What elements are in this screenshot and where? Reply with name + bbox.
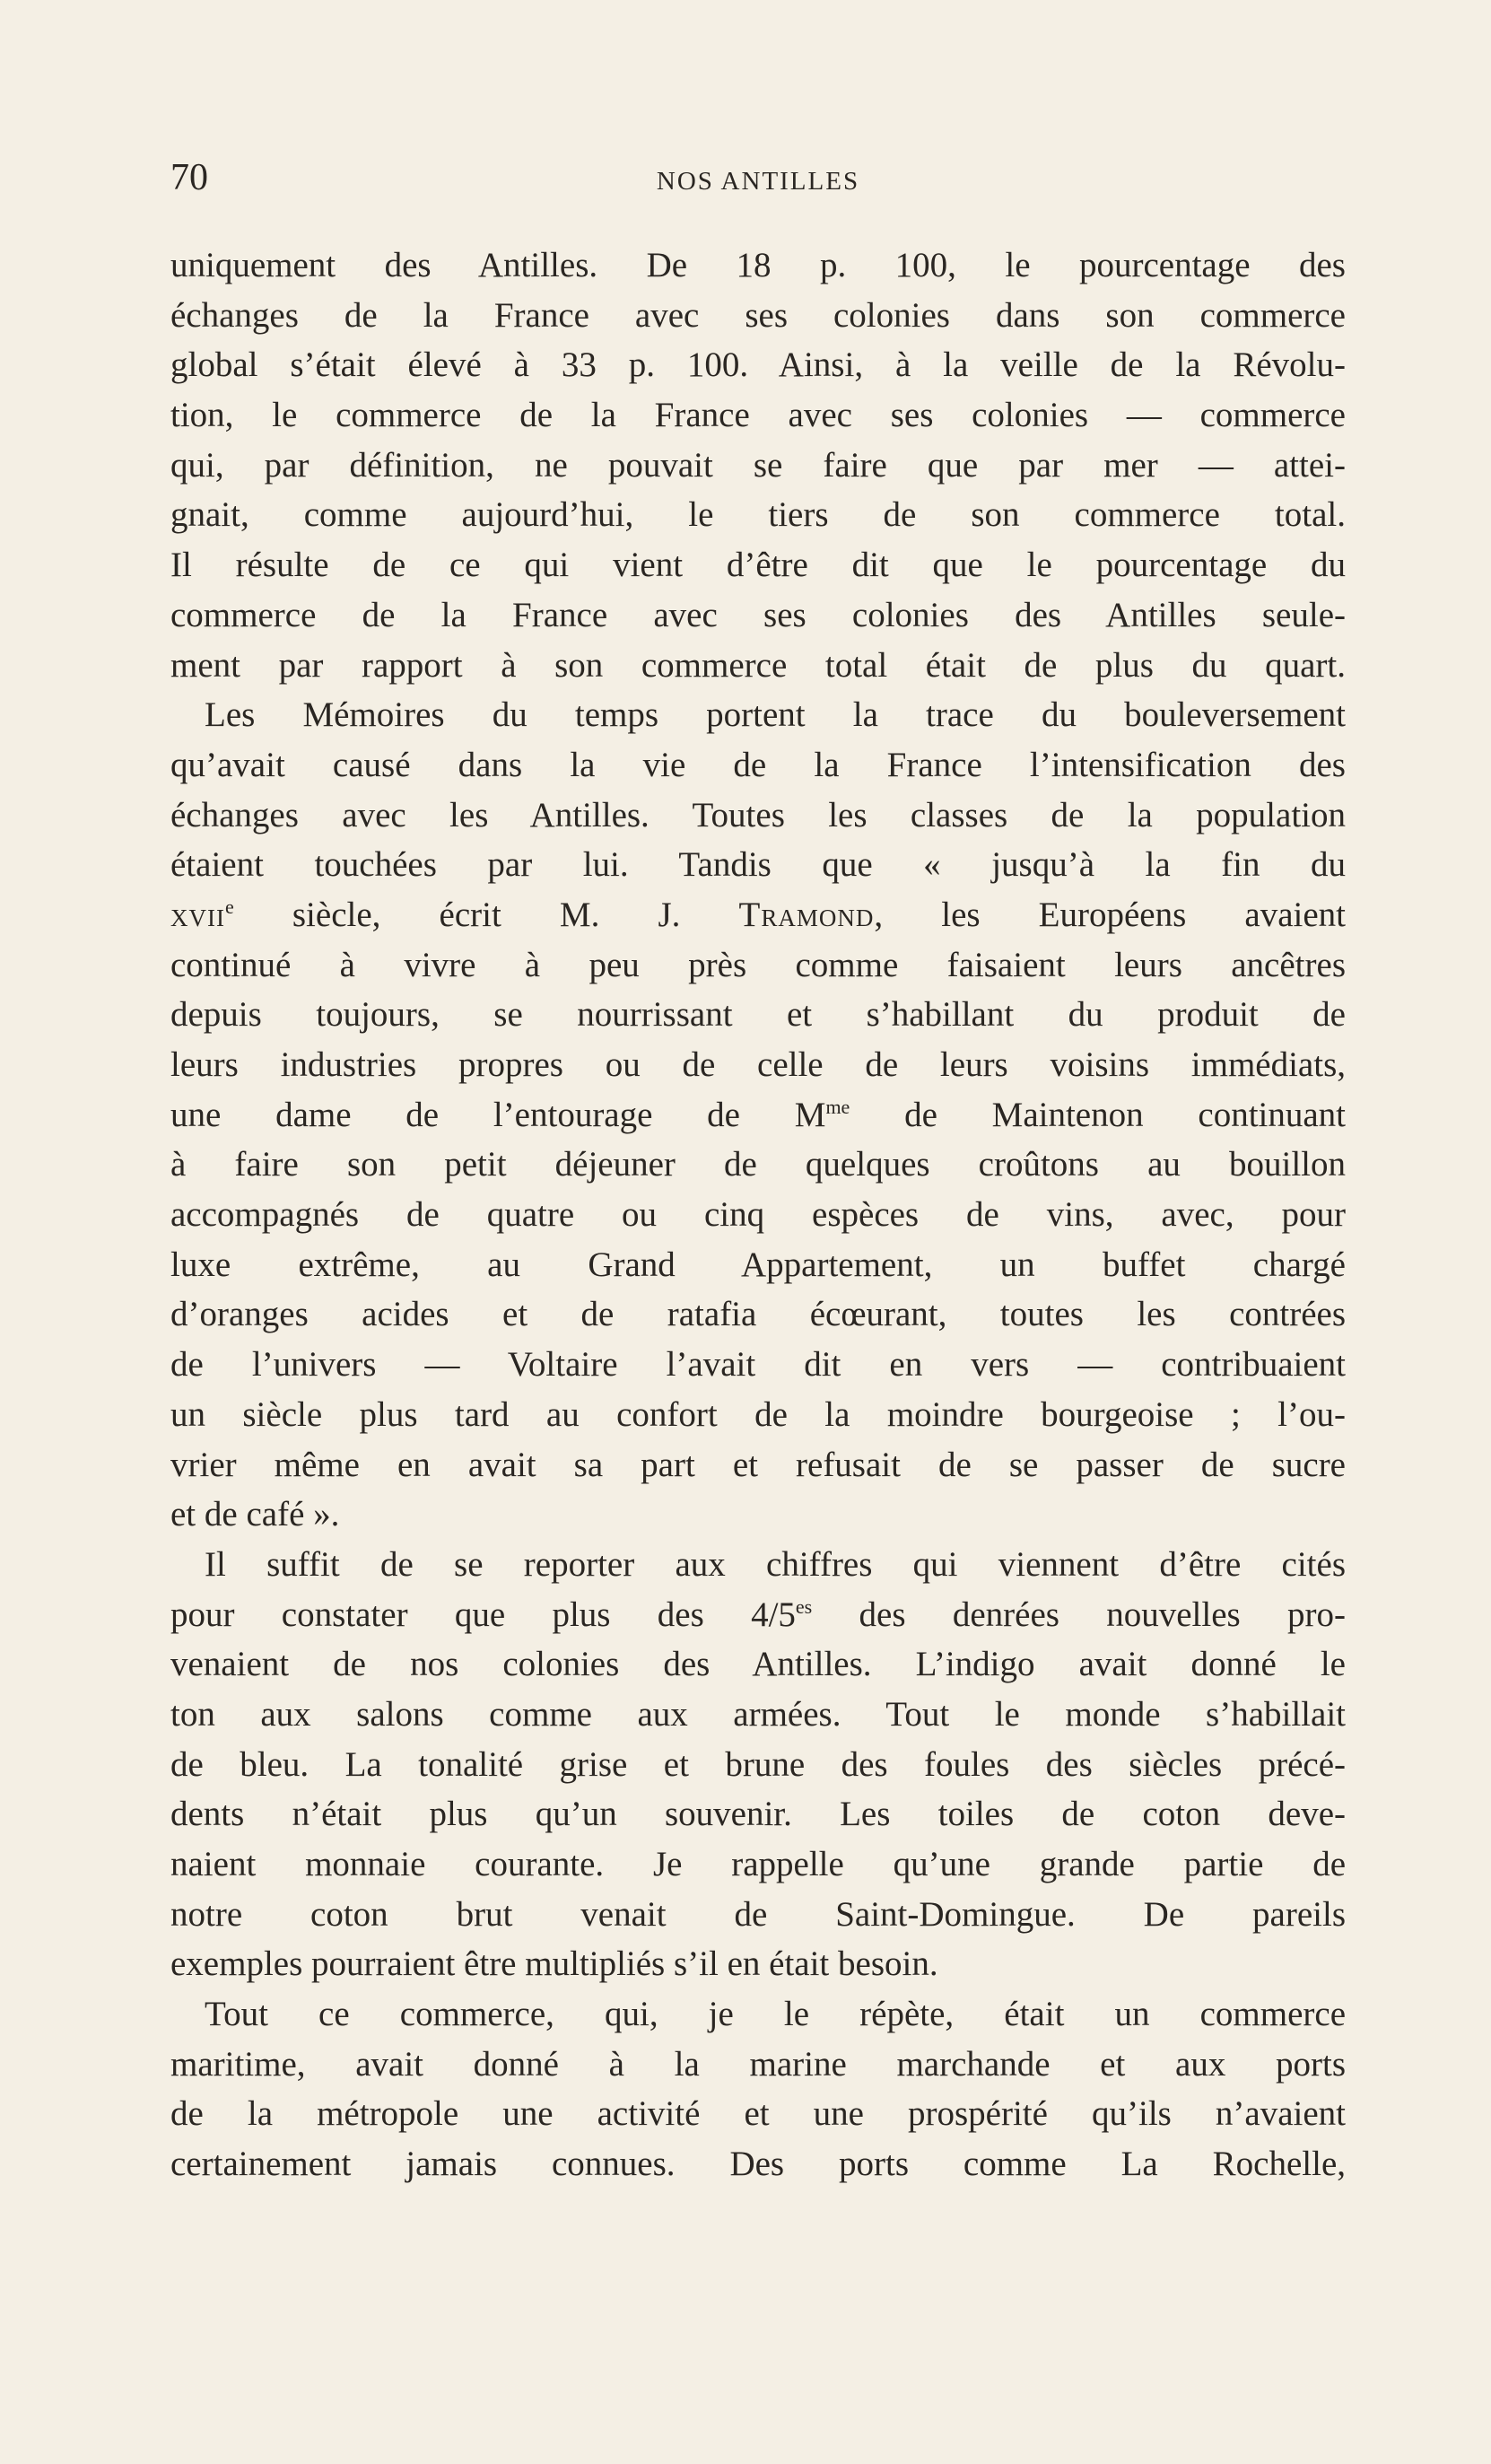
text-line: luxe extrême, au Grand Appartement, un buffet chargé (170, 1245, 1346, 1284)
text-line: de l’univers — Voltaire l’avait dit en vers — contribuaient (170, 1345, 1346, 1385)
author-name: Tramond (738, 895, 875, 934)
text-line: de la métropole une activité et une prospérité qu’ils n’avaient (170, 2094, 1346, 2134)
text-line: et de café ». (170, 1495, 340, 1534)
text-line: commerce de la France avec ses colonies des Antilles seule- (170, 595, 1346, 634)
text-line: tion, le commerce de la France avec ses colonies — commerce (170, 396, 1346, 435)
century-numeral: xvii (170, 895, 225, 934)
superscript: e (224, 895, 234, 918)
text-line: depuis toujours, se nourrissant et s’habillant du produit de (170, 995, 1346, 1035)
text-line: qu’avait causé dans la vie de la France l’intensification des (170, 745, 1346, 784)
page-header (170, 151, 1346, 205)
text-line: de bleu. La tonalité grise et brune des foules des siècles précé- (170, 1744, 1346, 1784)
text-line: naient monnaie courante. Je rappelle qu’une grande partie de (170, 1845, 1346, 1883)
text-line: Les Mémoires du temps portent la trace du bouleversement (205, 695, 1346, 735)
text-line: Il suffit de se reporter aux chiffres qui viennent d’être cités (205, 1544, 1346, 1584)
text-fragment: pour constater que plus des 4/5 (170, 1595, 796, 1634)
text-line: échanges avec les Antilles. Toutes les classes de la population (170, 795, 1346, 834)
text-fragment: de Maintenon continuant (850, 1095, 1347, 1134)
text-line: échanges de la France avec ses colonies dans son commerce (170, 295, 1346, 335)
text-line: gnait, comme aujourd’hui, le tiers de son commerce total. (170, 495, 1346, 535)
text-line: maritime, avait donné à la marine marchande et aux ports (170, 2044, 1346, 2084)
text-line: vrier même en avait sa part et refusait de se passer de sucre (170, 1445, 1346, 1484)
superscript: es (795, 1595, 813, 1618)
text-line: ment par rapport à son commerce total était de plus du quart. (170, 645, 1346, 685)
text-line: notre coton brut venait de Saint-Domingue. De pareils (170, 1894, 1346, 1934)
text-line (170, 1590, 1346, 1640)
text-line: étaient touchées par lui. Tandis que « jusqu’à la fin du (170, 845, 1346, 885)
text-line: Tout ce commerce, qui, je le répète, était un commerce (205, 1995, 1346, 2034)
text-line: leurs industries propres ou de celle de leurs voisins immédiats, (170, 1045, 1346, 1084)
text-line: à faire son petit déjeuner de quelques croûtons au bouillon (170, 1145, 1346, 1184)
text-fragment: siècle, écrit M. J. (233, 895, 739, 934)
text-line: certainement jamais connues. Des ports comme La Rochelle, (170, 2145, 1346, 2184)
text-line: ton aux salons comme aux armées. Tout le monde s’habillait (170, 1694, 1346, 1734)
text-line: Il résulte de ce qui vient d’être dit que le pourcentage du (170, 546, 1346, 585)
text-line: qui, par définition, ne pouvait se faire que par mer — attei- (170, 445, 1346, 485)
running-title: NOS ANTILLES (656, 167, 860, 196)
text-line: un siècle plus tard au confort de la moindre bourgeoise ; l’ou- (170, 1394, 1346, 1434)
text-fragment: des denrées nouvelles pro- (812, 1595, 1346, 1634)
text-line (170, 1090, 1346, 1140)
text-line: d’oranges acides et de ratafia écœurant, toutes les contrées (170, 1295, 1346, 1334)
text-line (170, 890, 1346, 940)
text-fragment: une dame de l’entourage de M (170, 1095, 826, 1134)
text-line: exemples pourraient être multipliés s’il en était besoin. (170, 1944, 938, 1984)
text-line: dents n’était plus qu’un souvenir. Les toiles de coton deve- (170, 1795, 1346, 1834)
text-line: global s’était élevé à 33 p. 100. Ainsi, à la veille de la Révolu- (170, 345, 1346, 385)
superscript: me (825, 1095, 850, 1118)
body-text (170, 240, 1346, 2189)
text-line: venaient de nos colonies des Antilles. L’indigo avait donné le (170, 1645, 1346, 1684)
page-number: 70 (170, 157, 208, 198)
text-line: uniquement des Antilles. De 18 p. 100, le pourcentage des (170, 246, 1346, 284)
text-line: continué à vivre à peu près comme faisaient leurs ancêtres (170, 945, 1346, 984)
text-line: accompagnés de quatre ou cinq espèces de vins, avec, pour (170, 1195, 1346, 1235)
text-fragment: , les Européens avaient (874, 895, 1346, 934)
